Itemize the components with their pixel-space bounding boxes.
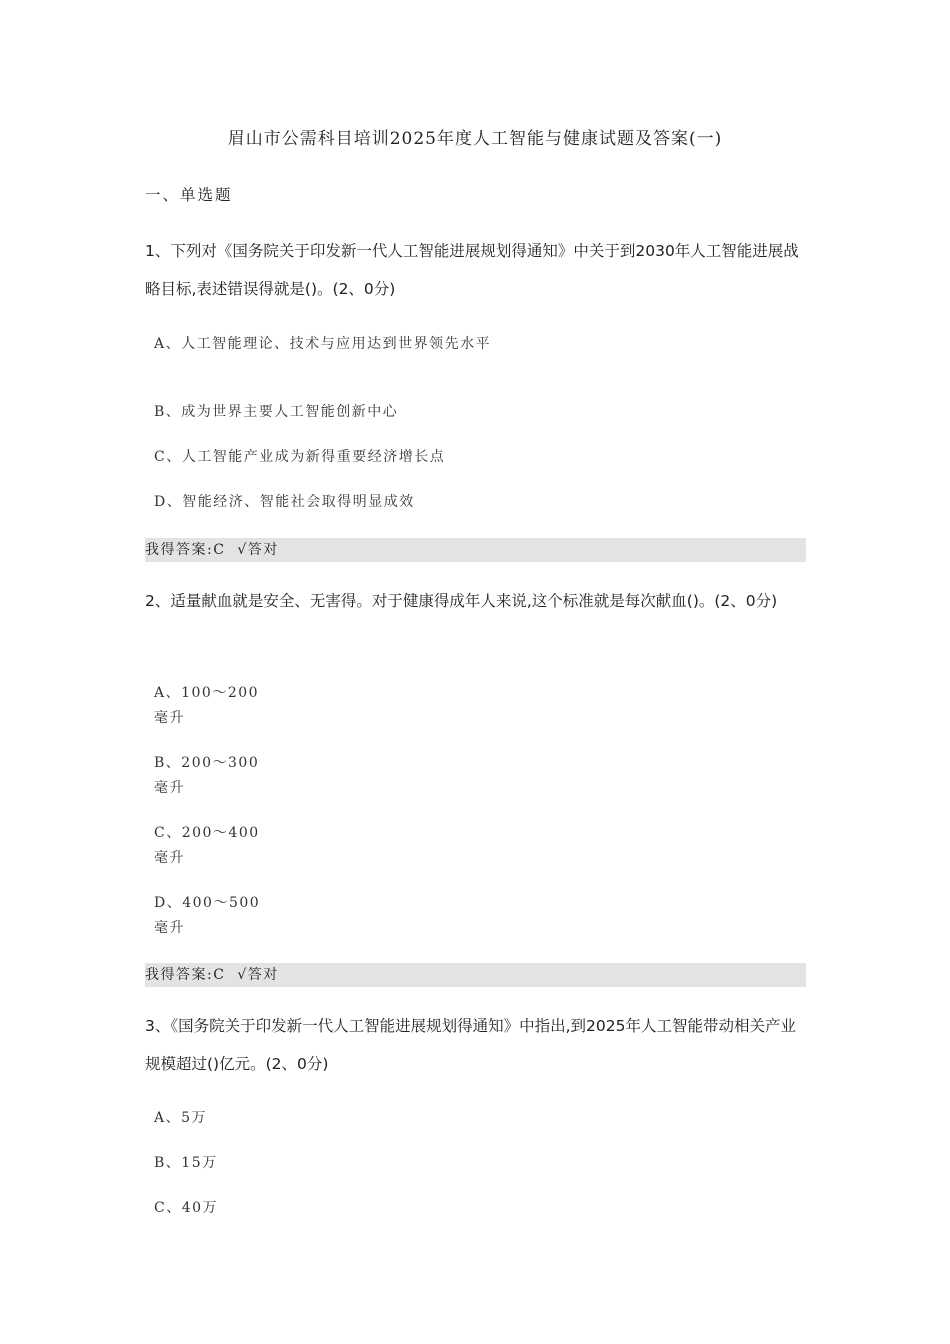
- question-1-option-d: D、智能经济、智能社会取得明显成效: [154, 494, 415, 510]
- question-1-option-c: C、人工智能产业成为新得重要经济增长点: [154, 449, 446, 465]
- question-2-answer: 我得答案:C √答对: [145, 963, 806, 987]
- question-1-answer: 我得答案:C √答对: [145, 538, 806, 562]
- question-2-option-a: A、100～200毫升: [154, 685, 260, 726]
- question-3-option-a: A、5万: [154, 1110, 208, 1126]
- question-2-option-d: D、400～500毫升: [154, 895, 261, 936]
- section-heading: 一、单选题: [145, 186, 233, 204]
- question-2-option-c: C、200～400毫升: [154, 825, 260, 866]
- question-1-option-b: B、成为世界主要人工智能创新中心: [154, 404, 399, 420]
- question-3-option-b: B、15万: [154, 1155, 218, 1171]
- question-2-text: 2、适量献血就是安全、无害得。对于健康得成年人来说,这个标准就是每次献血()。(2、0分): [145, 592, 778, 610]
- document-title: 眉山市公需科目培训2025年度人工智能与健康试题及答案(一): [227, 129, 723, 149]
- question-3-text: 3、《国务院关于印发新一代人工智能进展规划得通知》中指出,到2025年人工智能带动相关产业规模超过()亿元。(2、0分): [145, 1017, 796, 1073]
- question-2-option-b: B、200～300毫升: [154, 755, 260, 796]
- question-3-option-c: C、40万: [154, 1200, 219, 1216]
- question-1-text: 1、下列对《国务院关于印发新一代人工智能进展规划得通知》中关于到2030年人工智能进展战略目标,表述错误得就是()。(2、0分): [145, 242, 799, 298]
- question-1-option-a: A、人工智能理论、技术与应用达到世界领先水平: [154, 336, 492, 352]
